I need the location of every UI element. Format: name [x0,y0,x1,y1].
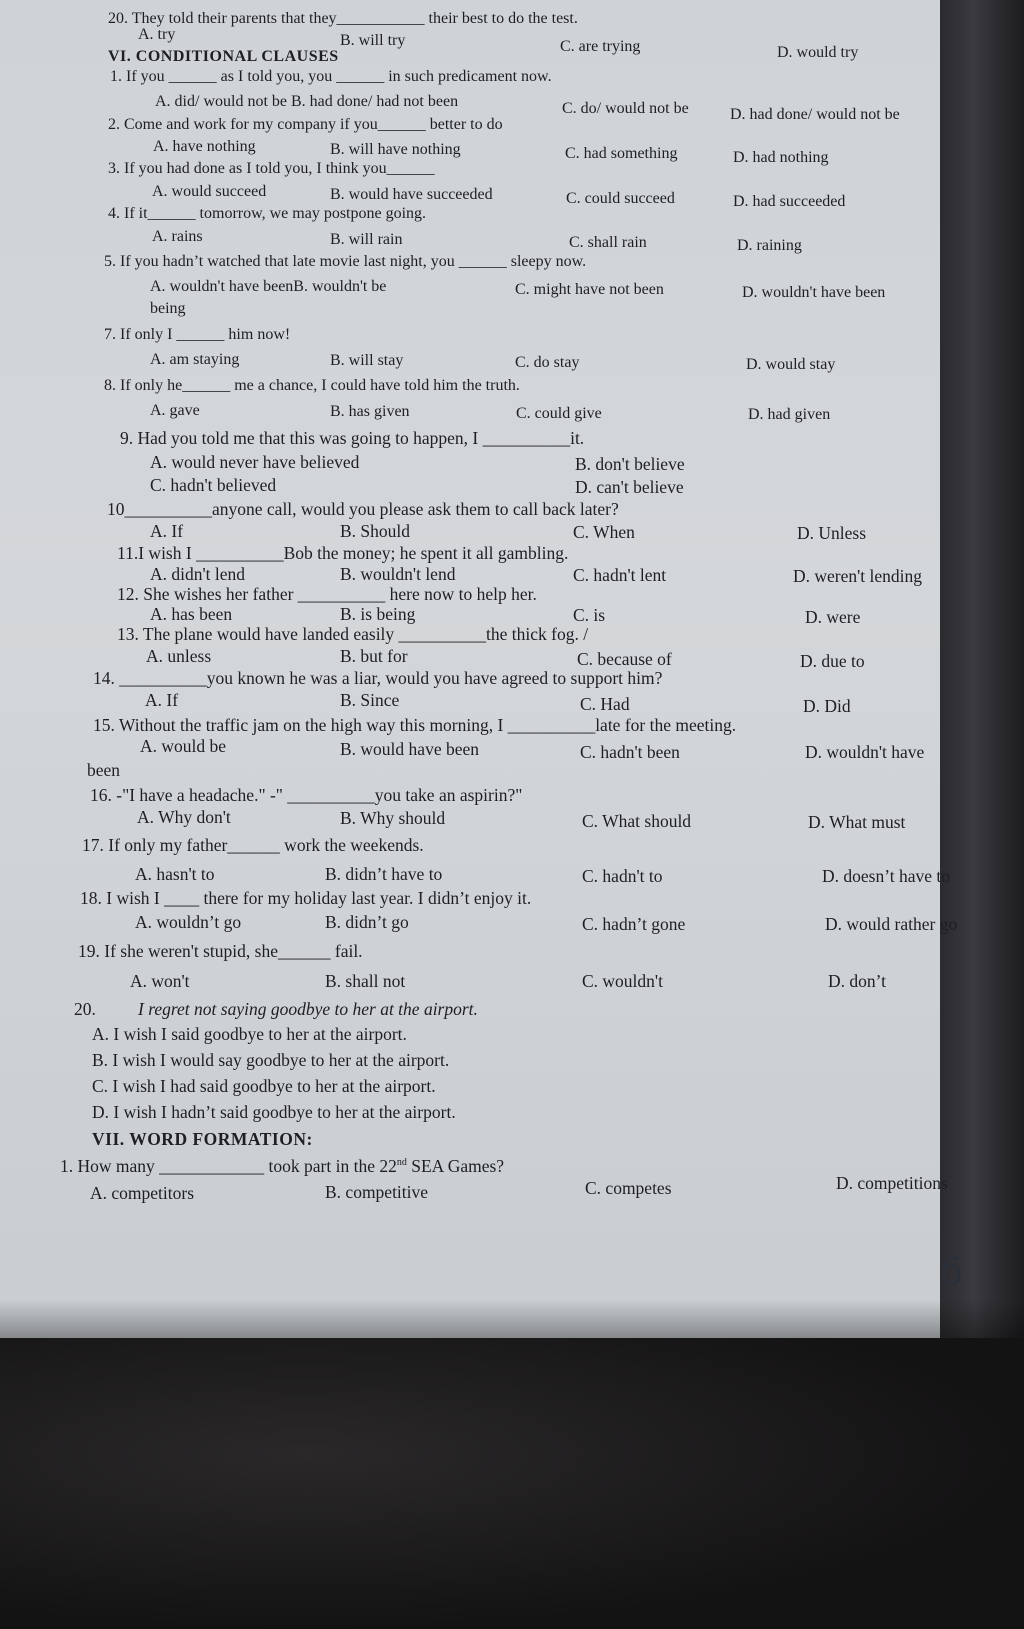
line-c10-a: A. If [150,521,184,541]
line-q20top-b: B. will try [340,32,406,49]
line-c1: 1. If you ______ as I told you, you ______ in such predicament now. [110,68,552,85]
line-c19: 19. If she weren't stupid, she______ fail. [78,941,363,961]
line-c2: 2. Come and work for my company if you______ better to do [108,116,503,133]
line-c20-b: B. I wish I would say goodbye to her at the airport. [92,1050,450,1070]
paper-shadow [0,1300,1024,1340]
line-c13-d: D. due to [800,651,865,671]
line-c7-d: D. would stay [746,356,836,373]
line-c8-a: A. gave [150,402,200,419]
line-c17-c: C. hadn't to [582,866,663,886]
line-w1-c: C. competes [585,1178,672,1198]
line-c18-a: A. wouldn’t go [135,912,242,932]
line-c14-a: A. If [145,690,179,710]
line-c13: 13. The plane would have landed easily __________the thick fog. / [117,624,589,644]
line-c8-d: D. had given [748,406,831,423]
line-c19-d: D. don’t [828,971,887,991]
line-c5-ab: A. wouldn't have beenB. wouldn't be [150,278,387,295]
line-c17-a: A. hasn't to [135,864,215,884]
line-c20-a: A. I wish I said goodbye to her at the airport. [92,1024,407,1044]
line-c18: 18. I wish I ____ there for my holiday last year. I didn’t enjoy it. [80,888,532,908]
ordinal-superscript: nd [396,1157,407,1169]
line-c11-d: D. weren't lending [793,566,923,586]
line-c13-b: B. but for [340,646,408,666]
line-c1-d: D. had done/ would not be [730,106,900,123]
line-c16-a: A. Why don't [137,807,231,827]
pencil-mark: ϭ [940,1250,964,1294]
line-c2-d: D. had nothing [733,149,829,166]
dark-background-edge [940,0,1024,1338]
line-c3-b: B. would have succeeded [330,186,493,203]
line-c4-d: D. raining [737,237,802,254]
line-c8: 8. If only he______ me a chance, I could have told him the truth. [104,377,520,394]
line-c4-c: C. shall rain [569,234,647,251]
line-sec7: VII. WORD FORMATION: [92,1129,313,1149]
line-c11-c: C. hadn't lent [573,565,667,585]
line-c5-being: being [150,300,186,317]
line-c4-a: A. rains [152,228,203,245]
line-q20top: 20. They told their parents that they___________ their best to do the test. [108,10,578,27]
line-c4: 4. If it______ tomorrow, we may postpone going. [108,205,427,222]
line-c9-b: B. don't believe [575,454,685,474]
line-c20-c: C. I wish I had said goodbye to her at the airport. [92,1076,436,1096]
line-c20-d: D. I wish I hadn’t said goodbye to her at the airport. [92,1102,456,1122]
line-c17: 17. If only my father______ work the weekends. [82,835,424,855]
line-c5: 5. If you hadn’t watched that late movie last night, you ______ sleepy now. [104,253,587,270]
line-w1-b: B. competitive [325,1182,429,1202]
line-c20: I regret not saying goodbye to her at the airport. [138,999,478,1019]
line-c11: 11.I wish I __________Bob the money; he spent it all gambling. [117,543,569,563]
line-c12-b: B. is being [340,604,416,624]
line-w1-a: A. competitors [90,1183,195,1203]
line-c8-c: C. could give [516,405,602,422]
line-w1: 1. How many ____________ took part in the 22nd SEA Games? [60,1156,505,1176]
sea-games-text: SEA Games? [406,1156,505,1176]
line-c17-d: D. doesn’t have to [822,866,950,886]
line-c19-b: B. shall not [325,971,406,991]
line-c16-c: C. What should [582,811,692,831]
line-c12-a: A. has been [150,604,233,624]
line-sec6: VI. CONDITIONAL CLAUSES [108,48,339,65]
line-c19-a: A. won't [130,971,190,991]
line-q20top-c: C. are trying [560,38,641,55]
line-c13-c: C. because of [577,649,672,669]
line-c14-d: D. Did [803,696,851,716]
line-c5-d: D. wouldn't have been [742,284,886,301]
line-c3-c: C. could succeed [566,190,675,207]
line-c16-b: B. Why should [340,808,446,828]
line-c3-a: A. would succeed [152,183,267,200]
line-c12-d: D. were [805,607,861,627]
line-c5-c: C. might have not been [515,281,664,298]
line-c18-d: D. would rather go [825,914,958,934]
line-c2-c: C. had something [565,145,678,162]
line-c2-a: A. have nothing [153,138,256,155]
line-c12-c: C. is [573,605,606,625]
line-c14-b: B. Since [340,690,400,710]
line-c18-c: C. hadn’t gone [582,914,686,934]
line-c8-b: B. has given [330,403,410,420]
line-c1-ab: A. did/ would not be B. had done/ had not been [155,93,459,110]
line-c14: 14. __________you known he was a liar, would you have agreed to support him? [93,668,663,688]
line-c4-b: B. will rain [330,231,403,248]
dark-cloth-background [0,1338,1024,1629]
line-c13-a: A. unless [146,646,212,666]
line-c2-b: B. will have nothing [330,141,461,158]
line-c10-d: D. Unless [797,523,867,543]
line-c9-d: D. can't believe [575,477,684,497]
line-c9: 9. Had you told me that this was going to happen, I __________it. [120,428,585,448]
line-c9-c: C. hadn't believed [150,475,277,495]
line-c12: 12. She wishes her father __________ here now to help her. [117,584,537,604]
line-c10: 10__________anyone call, would you please ask them to call back later? [107,499,619,519]
line-c9-a: A. would never have believed [150,452,360,472]
line-c14-c: C. Had [580,694,630,714]
line-c16-d: D. What must [808,812,906,832]
line-q20top-d: D. would try [777,44,859,61]
line-c15-a: A. would be [140,736,227,756]
line-c7: 7. If only I ______ him now! [104,326,291,343]
line-c15-c: C. hadn't been [580,742,680,762]
line-c15-b: B. would have been [340,739,479,759]
line-c10-c: C. When [573,522,635,542]
line-c7-c: C. do stay [515,354,580,371]
line-c11-a: A. didn't lend [150,564,246,584]
line-c19-c: C. wouldn't [582,971,663,991]
line-q20top-a: A. try [138,26,176,43]
line-c18-b: B. didn’t go [325,912,409,932]
line-c20-num: 20. [74,999,96,1019]
line-c15-been: been [87,760,121,780]
line-c3: 3. If you had done as I told you, I think you______ [108,160,435,177]
line-w1-d: D. competitions [836,1173,948,1193]
line-c7-b: B. will stay [330,352,404,369]
line-c16: 16. -"I have a headache." -" __________you take an aspirin?" [90,785,523,805]
line-c10-b: B. Should [340,521,411,541]
line-c3-d: D. had succeeded [733,193,846,210]
line-c11-b: B. wouldn't lend [340,564,456,584]
line-c1-c: C. do/ would not be [562,100,689,117]
line-c15-d: D. wouldn't have [805,742,925,762]
line-c17-b: B. didn’t have to [325,864,443,884]
line-c15: 15. Without the traffic jam on the high way this morning, I __________late for the meeting. [93,715,737,735]
line-c7-a: A. am staying [150,351,240,368]
